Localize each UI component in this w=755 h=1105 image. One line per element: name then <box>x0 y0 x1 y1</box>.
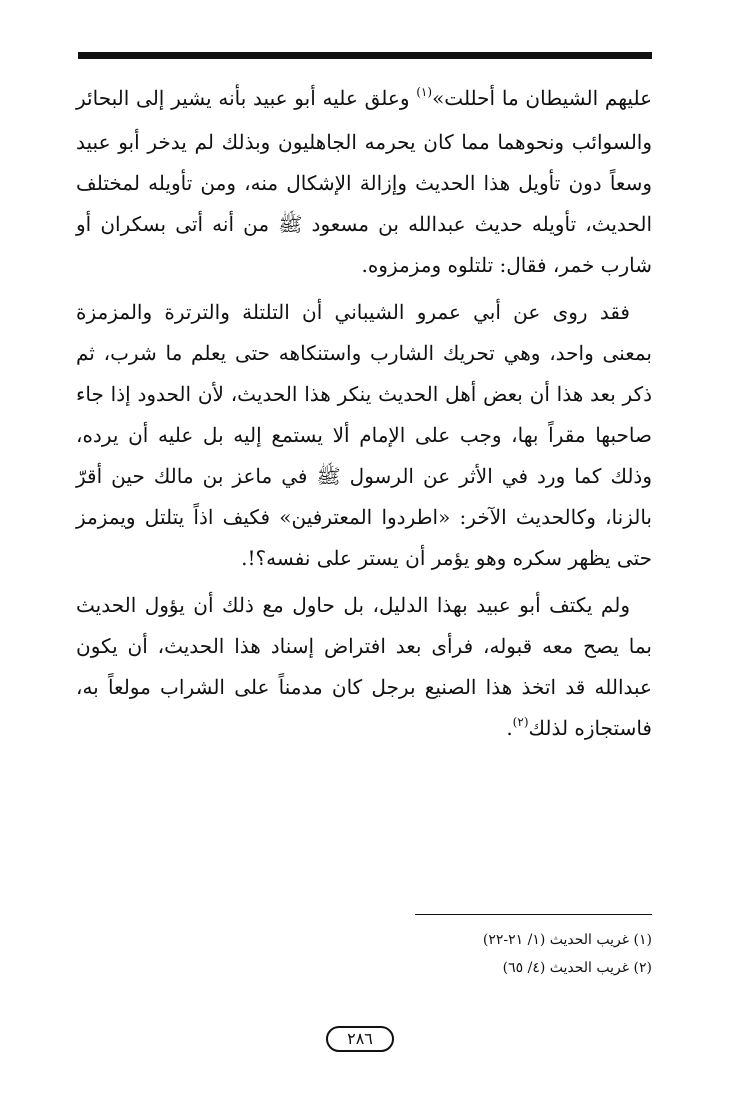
footnote-ref-2: (٢) <box>512 715 529 729</box>
footnote-separator <box>415 914 652 915</box>
footnote-2: (٢) غريب الحديث (٤/ ٦٥) <box>502 960 652 976</box>
paragraph-3-text-a: ولم يكتف أبو عبيد بهذا الدليل، بل حاول مع ذلك أن يؤول الحديث بما يصح معه قبوله، فرأى بعد افتراض إسناد هذا الحديث، أن يكون عبدالله قد اتخذ هذا الصنيع برجل كان مدمناً على الشراب مولعاً به، فاستجازه لذلك <box>76 593 652 740</box>
footnotes <box>380 926 652 982</box>
footnote-1: (١) غريب الحديث (١/ ٢١-٢٢) <box>482 932 652 948</box>
paragraph-3-text-b: . <box>506 716 513 740</box>
paragraph-1 <box>76 78 652 286</box>
body-text <box>76 78 652 752</box>
footnote-ref-1: (١) <box>416 85 433 99</box>
paragraph-3 <box>76 585 652 752</box>
header-rule <box>78 52 652 59</box>
page-number: ٢٨٦ <box>326 1026 394 1052</box>
paragraph-2: فقد روى عن أبي عمرو الشيباني أن التلتلة والترترة والمزمزة بمعنى واحد، وهي تحريك الشارب واستنكاهه حتى يعلم ما شرب، ثم ذكر بعد هذا أن بعض أهل الحديث ينكر هذا الحديث، لأن الحدود إذا جاء صاحبها مقراً بها، وجب على الإمام ألا يستمع إليه بل عليه أن يرده، وذلك كما ورد في الأثر عن الرسول ﷺ في ماعز بن مالك حين أقرّ بالزنا، وكالحديث الآخر: «اطردوا المعترفين» فكيف اذاً يتلتل ويمزمز حتى يظهر سكره وهو يؤمر أن يستر على نفسه؟!. <box>76 300 652 570</box>
paragraph-1-text-a: عليهم الشيطان ما أحللت» <box>432 86 653 110</box>
paragraph-1-text-b: وعلق عليه أبو عبيد بأنه يشير إلى البحائر والسوائب ونحوهما مما كان يحرمه الجاهليون وبذلك لم يدخر أبو عبيد وسعاً دون تأويل هذا الحديث وإزالة الإشكال منه، ومن تأويله لمختلف الحديث، تأويله حديث عبدالله بن مسعود ﷺ من أنه أتى بسكران أو شارب خمر، فقال: تلتلوه ومزمزوه. <box>76 86 652 277</box>
